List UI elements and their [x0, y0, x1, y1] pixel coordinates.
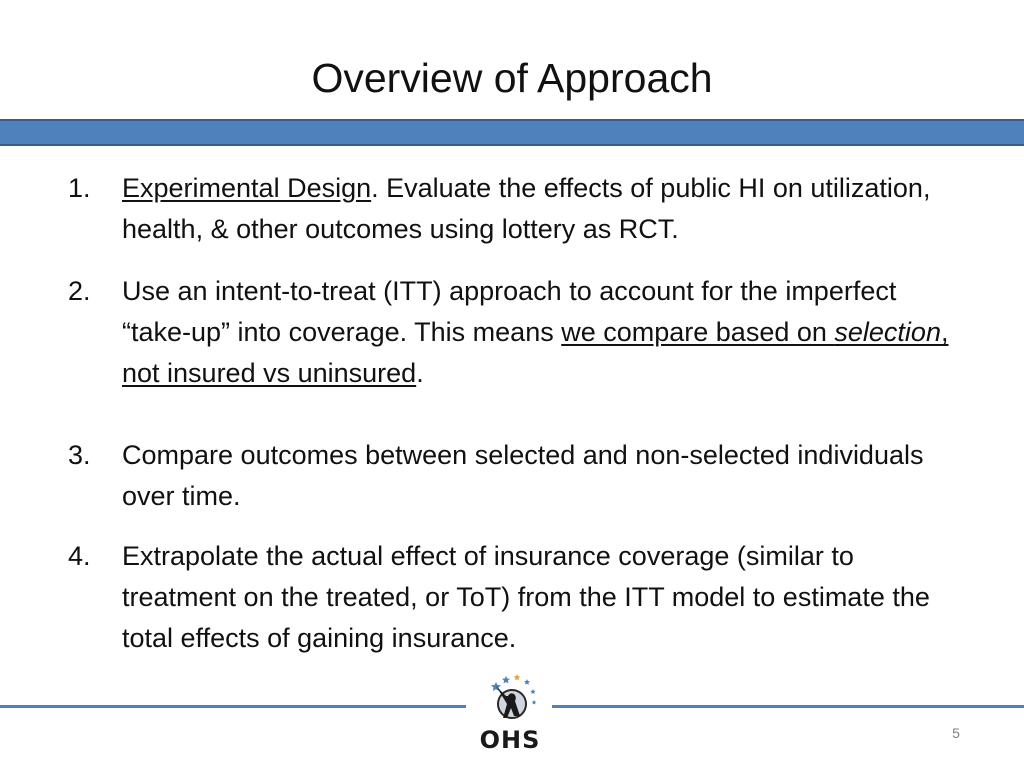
footer-line-left	[0, 705, 466, 708]
list-number: 4.	[68, 541, 91, 571]
experimental-design-link: Experimental Design	[122, 173, 372, 203]
ohs-logo	[470, 670, 550, 760]
list-number: 1.	[68, 173, 91, 203]
item-2-text-a: Use an intent-to-treat (ITT) approach to account for the imperfect “take-up” into coverage. This means	[122, 276, 897, 347]
logo-text: OHS	[479, 726, 541, 754]
title-divider-bar	[0, 119, 1024, 146]
slide-title: Overview of Approach	[311, 55, 713, 101]
footer-line-right	[552, 705, 1024, 708]
list-item-3	[68, 435, 958, 517]
item-1-text: . Evaluate the effects of public HI on utilization, health, & other outcomes using lottery as RCT.	[122, 173, 931, 244]
list-item-4	[68, 536, 958, 659]
item-4-text: Extrapolate the actual effect of insurance coverage (similar to treatment on the treated, or ToT) from the ITT model to estimate the total effects of gaining insurance.	[122, 541, 930, 653]
list-number: 3.	[68, 440, 91, 470]
item-3-text: Compare outcomes between selected and non-selected individuals over time.	[122, 440, 924, 511]
item-2-selection-italic: selection	[834, 317, 941, 347]
numbered-list	[68, 168, 958, 659]
item-2-text-b: .	[416, 358, 424, 388]
list-item-1	[68, 168, 958, 250]
list-number: 2.	[68, 276, 91, 306]
item-2-underlined-a: we compare based on	[561, 317, 835, 347]
ohs-logo-icon	[470, 670, 550, 730]
page-number: 5	[952, 725, 960, 741]
list-item-2	[68, 271, 958, 394]
item-2-underlined-b: , not insured vs uninsured	[122, 317, 949, 388]
